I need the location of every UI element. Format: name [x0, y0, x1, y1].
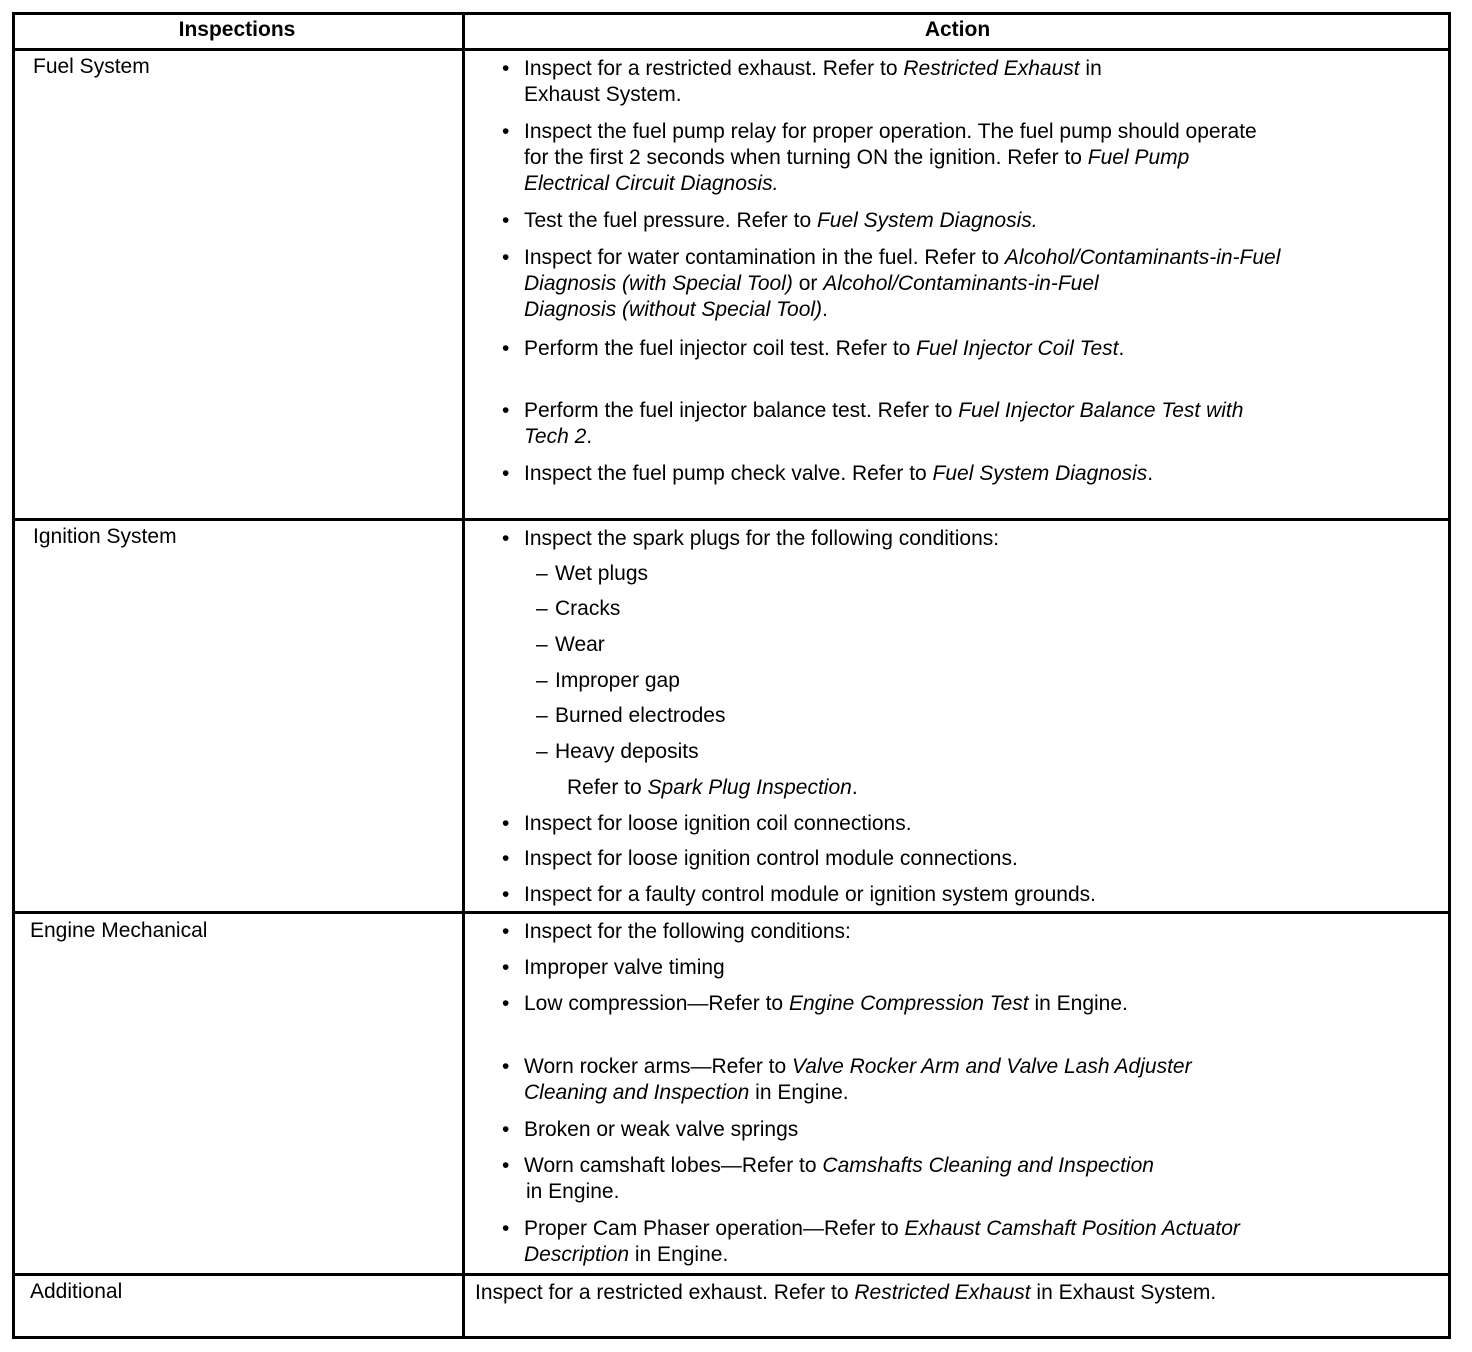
reference-text: Diagnosis (with Special Tool) [524, 272, 793, 295]
action-line [524, 526, 999, 552]
action-text: Inspect for the following conditions: [524, 920, 851, 943]
action-text: Worn camshaft lobes—Refer to [524, 1154, 823, 1177]
reference-text: Valve Rocker Arm and Valve Lash Adjuster [792, 1055, 1192, 1078]
action-text: Low compression—Refer to [524, 992, 789, 1015]
bullet-icon: • [502, 920, 510, 943]
action-text: in Engine. [526, 1180, 620, 1203]
reference-text: Fuel System Diagnosis [932, 462, 1148, 485]
action-line [524, 56, 1102, 82]
bullet-icon: • [502, 209, 510, 232]
action-text: . [586, 425, 593, 448]
action-text: for the first 2 seconds when turning ON the ignition. Refer to [524, 146, 1088, 169]
reference-text: Fuel Pump [1087, 146, 1190, 169]
bullet-icon: • [502, 527, 510, 550]
action-text: or [792, 272, 824, 295]
action-text: . [851, 776, 858, 799]
bullet-icon: • [502, 1118, 510, 1141]
action-text: Wet plugs [555, 562, 648, 585]
action-text: in Exhaust System. [1030, 1281, 1217, 1304]
bullet-icon: • [502, 992, 510, 1015]
reference-text: Description [524, 1243, 630, 1266]
bullet-icon: • [502, 120, 510, 143]
inspection-label: Fuel System [33, 55, 150, 78]
action-text: in Engine. [629, 1243, 729, 1266]
bullet-icon: • [502, 1154, 510, 1177]
action-line [524, 1153, 1154, 1179]
reference-text: Fuel Injector Coil Test [916, 337, 1119, 360]
row-divider [12, 911, 1450, 914]
action-text: Improper valve timing [524, 956, 725, 979]
dash-icon: – [536, 704, 548, 727]
action-text: Burned electrodes [555, 704, 726, 727]
action-text: . [822, 298, 828, 321]
action-line [555, 632, 605, 658]
action-line [524, 245, 1280, 271]
action-text: Perform the fuel injector balance test. Refer to [524, 399, 959, 422]
header-divider [12, 48, 1450, 51]
reference-text: Exhaust Camshaft Position Actuator [904, 1217, 1240, 1240]
reference-text: Fuel Injector Balance Test with [958, 399, 1244, 422]
inspection-label: Additional [30, 1280, 123, 1303]
action-text: Improper gap [555, 669, 680, 692]
action-line [524, 1242, 728, 1268]
action-line [524, 424, 592, 450]
action-text: Heavy deposits [555, 740, 699, 763]
action-text: Inspect for a restricted exhaust. Refer to [524, 57, 904, 80]
action-text: Inspect the spark plugs for the following conditions: [524, 527, 1000, 550]
header-action: Action [924, 18, 991, 41]
reference-text: Diagnosis (without Special Tool) [524, 298, 823, 321]
action-text: Refer to [567, 776, 648, 799]
action-line [555, 703, 725, 729]
row-divider [12, 518, 1450, 521]
bullet-icon: • [502, 1217, 510, 1240]
action-line [555, 739, 699, 765]
dash-icon: – [536, 597, 548, 620]
action-text: . [1147, 462, 1154, 485]
action-line [524, 271, 1099, 297]
action-line [555, 668, 680, 694]
action-line [524, 1080, 849, 1106]
action-line [567, 775, 858, 801]
action-text: Perform the fuel injector coil test. Refer to [524, 337, 917, 360]
action-text: Inspect for a faulty control module or ignition system grounds. [524, 883, 1096, 906]
action-line [524, 846, 1018, 872]
action-line [524, 1054, 1192, 1080]
action-line [524, 398, 1243, 424]
action-line [524, 1216, 1240, 1242]
action-line [526, 1179, 619, 1205]
action-text: Wear [555, 633, 605, 656]
action-line [555, 561, 648, 587]
action-text: Broken or weak valve springs [524, 1118, 799, 1141]
action-text: Cracks [555, 597, 621, 620]
action-text: Inspect for loose ignition coil connections. [524, 812, 912, 835]
action-line [524, 171, 778, 197]
action-line [524, 119, 1257, 145]
reference-text: Engine Compression Test [788, 992, 1029, 1015]
header-inspections: Inspections [178, 18, 296, 41]
action-line [524, 991, 1128, 1017]
action-text: Proper Cam Phaser operation—Refer to [524, 1217, 905, 1240]
reference-text: Fuel System Diagnosis. [816, 209, 1038, 232]
action-text: Test the fuel pressure. Refer to [524, 209, 817, 232]
column-divider [462, 12, 465, 1338]
bullet-icon: • [502, 847, 510, 870]
reference-text: Spark Plug Inspection [647, 776, 852, 799]
bullet-icon: • [502, 57, 510, 80]
action-text: Exhaust System. [524, 83, 682, 106]
action-text: Inspect for loose ignition control module connections. [524, 847, 1018, 870]
inspection-label: Ignition System [33, 525, 177, 548]
dash-icon: – [536, 740, 548, 763]
action-text: Worn rocker arms—Refer to [524, 1055, 793, 1078]
reference-text: Electrical Circuit Diagnosis. [524, 172, 779, 195]
action-line [524, 461, 1153, 487]
reference-text: Restricted Exhaust [903, 57, 1080, 80]
reference-text: Restricted Exhaust [854, 1281, 1031, 1304]
action-line [524, 82, 682, 108]
action-line [524, 919, 851, 945]
action-text: Inspect for water contamination in the fuel. Refer to [524, 246, 1005, 269]
bullet-icon: • [502, 1055, 510, 1078]
action-line [524, 208, 1038, 234]
action-line [475, 1280, 1216, 1306]
action-text: . [1118, 337, 1125, 360]
action-text: in Engine. [749, 1081, 849, 1104]
action-text: Inspect the fuel pump relay for proper operation. The fuel pump should operate [524, 120, 1257, 143]
reference-text: Tech 2 [524, 425, 587, 448]
action-text: Inspect the fuel pump check valve. Refer to [524, 462, 933, 485]
action-line [524, 297, 828, 323]
bullet-icon: • [502, 337, 510, 360]
action-line [555, 596, 620, 622]
action-line [524, 811, 912, 837]
bullet-icon: • [502, 462, 510, 485]
bullet-icon: • [502, 956, 510, 979]
row-divider [12, 1273, 1450, 1276]
action-line [524, 882, 1096, 908]
action-line [524, 1117, 798, 1143]
dash-icon: – [536, 669, 548, 692]
bullet-icon: • [502, 812, 510, 835]
action-text: in [1079, 57, 1102, 80]
action-line [524, 145, 1189, 171]
bullet-icon: • [502, 883, 510, 906]
reference-text: Camshafts Cleaning and Inspection [822, 1154, 1154, 1177]
action-line [524, 955, 725, 981]
action-text: in Engine. [1028, 992, 1128, 1015]
dash-icon: – [536, 562, 548, 585]
reference-text: Cleaning and Inspection [524, 1081, 750, 1104]
bullet-icon: • [502, 399, 510, 422]
inspection-label: Engine Mechanical [30, 919, 208, 942]
action-text: Inspect for a restricted exhaust. Refer to [475, 1281, 855, 1304]
bullet-icon: • [502, 246, 510, 269]
dash-icon: – [536, 633, 548, 656]
reference-text: Alcohol/Contaminants-in-Fuel [1004, 246, 1281, 269]
action-line [524, 336, 1124, 362]
reference-text: Alcohol/Contaminants-in-Fuel [823, 272, 1099, 295]
